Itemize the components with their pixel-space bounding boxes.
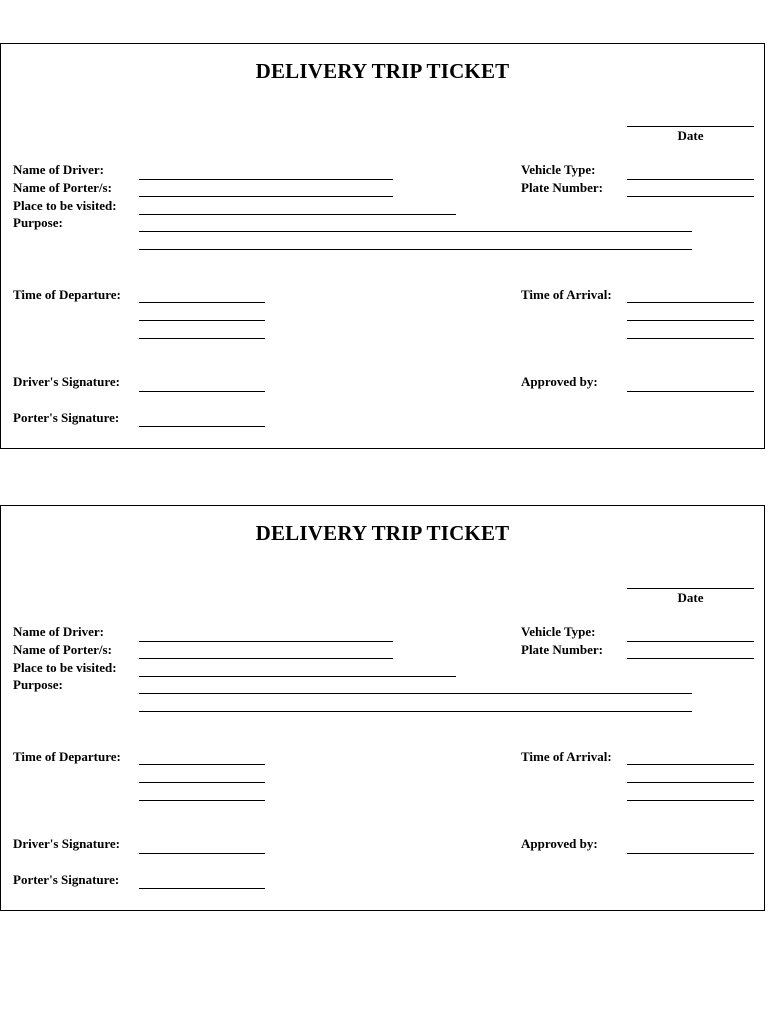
delivery-trip-ticket-1 <box>0 43 765 449</box>
time-of-departure-field-2[interactable] <box>139 782 265 783</box>
porters-signature-field[interactable] <box>139 888 265 889</box>
purpose-field-line-2[interactable] <box>139 249 692 250</box>
time-of-departure-field-1[interactable] <box>139 764 265 765</box>
vehicle-type-label: Vehicle Type: <box>521 162 596 177</box>
name-of-driver-field[interactable] <box>139 179 393 180</box>
approved-by-field[interactable] <box>627 391 754 392</box>
time-of-arrival-field-1[interactable] <box>627 764 754 765</box>
date-label: Date <box>677 590 704 605</box>
ticket-title: DELIVERY TRIP TICKET <box>255 521 510 545</box>
place-to-be-visited-field[interactable] <box>139 676 456 677</box>
time-of-arrival-field-2[interactable] <box>627 782 754 783</box>
purpose-label: Purpose: <box>13 215 63 230</box>
name-of-porters-field[interactable] <box>139 658 393 659</box>
time-of-arrival-field-1[interactable] <box>627 302 754 303</box>
purpose-field-line-1[interactable] <box>139 693 692 694</box>
approved-by-label: Approved by: <box>521 374 598 389</box>
name-of-driver-field[interactable] <box>139 641 393 642</box>
time-of-arrival-label: Time of Arrival: <box>521 287 612 302</box>
vehicle-type-label: Vehicle Type: <box>521 624 596 639</box>
plate-number-label: Plate Number: <box>521 642 603 657</box>
date-field[interactable] <box>627 588 754 589</box>
plate-number-field[interactable] <box>627 658 754 659</box>
name-of-porters-label: Name of Porter/s: <box>13 642 112 657</box>
purpose-field-line-1[interactable] <box>139 231 692 232</box>
time-of-departure-label: Time of Departure: <box>13 749 121 764</box>
time-of-departure-label: Time of Departure: <box>13 287 121 302</box>
purpose-label: Purpose: <box>13 677 63 692</box>
name-of-driver-label: Name of Driver: <box>13 162 104 177</box>
place-to-be-visited-label: Place to be visited: <box>13 198 117 213</box>
date-label: Date <box>677 128 704 143</box>
time-of-departure-field-2[interactable] <box>139 320 265 321</box>
place-to-be-visited-label: Place to be visited: <box>13 660 117 675</box>
porters-signature-field[interactable] <box>139 426 265 427</box>
vehicle-type-field[interactable] <box>627 179 754 180</box>
plate-number-field[interactable] <box>627 196 754 197</box>
drivers-signature-label: Driver's Signature: <box>13 374 120 389</box>
time-of-arrival-field-3[interactable] <box>627 800 754 801</box>
name-of-porters-field[interactable] <box>139 196 393 197</box>
approved-by-label: Approved by: <box>521 836 598 851</box>
time-of-departure-field-3[interactable] <box>139 338 265 339</box>
approved-by-field[interactable] <box>627 853 754 854</box>
time-of-arrival-label: Time of Arrival: <box>521 749 612 764</box>
ticket-title: DELIVERY TRIP TICKET <box>255 59 510 83</box>
plate-number-label: Plate Number: <box>521 180 603 195</box>
name-of-porters-label: Name of Porter/s: <box>13 180 112 195</box>
date-field[interactable] <box>627 126 754 127</box>
purpose-field-line-2[interactable] <box>139 711 692 712</box>
porters-signature-label: Porter's Signature: <box>13 872 120 887</box>
drivers-signature-field[interactable] <box>139 391 265 392</box>
drivers-signature-label: Driver's Signature: <box>13 836 120 851</box>
time-of-departure-field-3[interactable] <box>139 800 265 801</box>
time-of-arrival-field-3[interactable] <box>627 338 754 339</box>
drivers-signature-field[interactable] <box>139 853 265 854</box>
time-of-departure-field-1[interactable] <box>139 302 265 303</box>
vehicle-type-field[interactable] <box>627 641 754 642</box>
place-to-be-visited-field[interactable] <box>139 214 456 215</box>
delivery-trip-ticket-2 <box>0 505 765 911</box>
name-of-driver-label: Name of Driver: <box>13 624 104 639</box>
porters-signature-label: Porter's Signature: <box>13 410 120 425</box>
time-of-arrival-field-2[interactable] <box>627 320 754 321</box>
